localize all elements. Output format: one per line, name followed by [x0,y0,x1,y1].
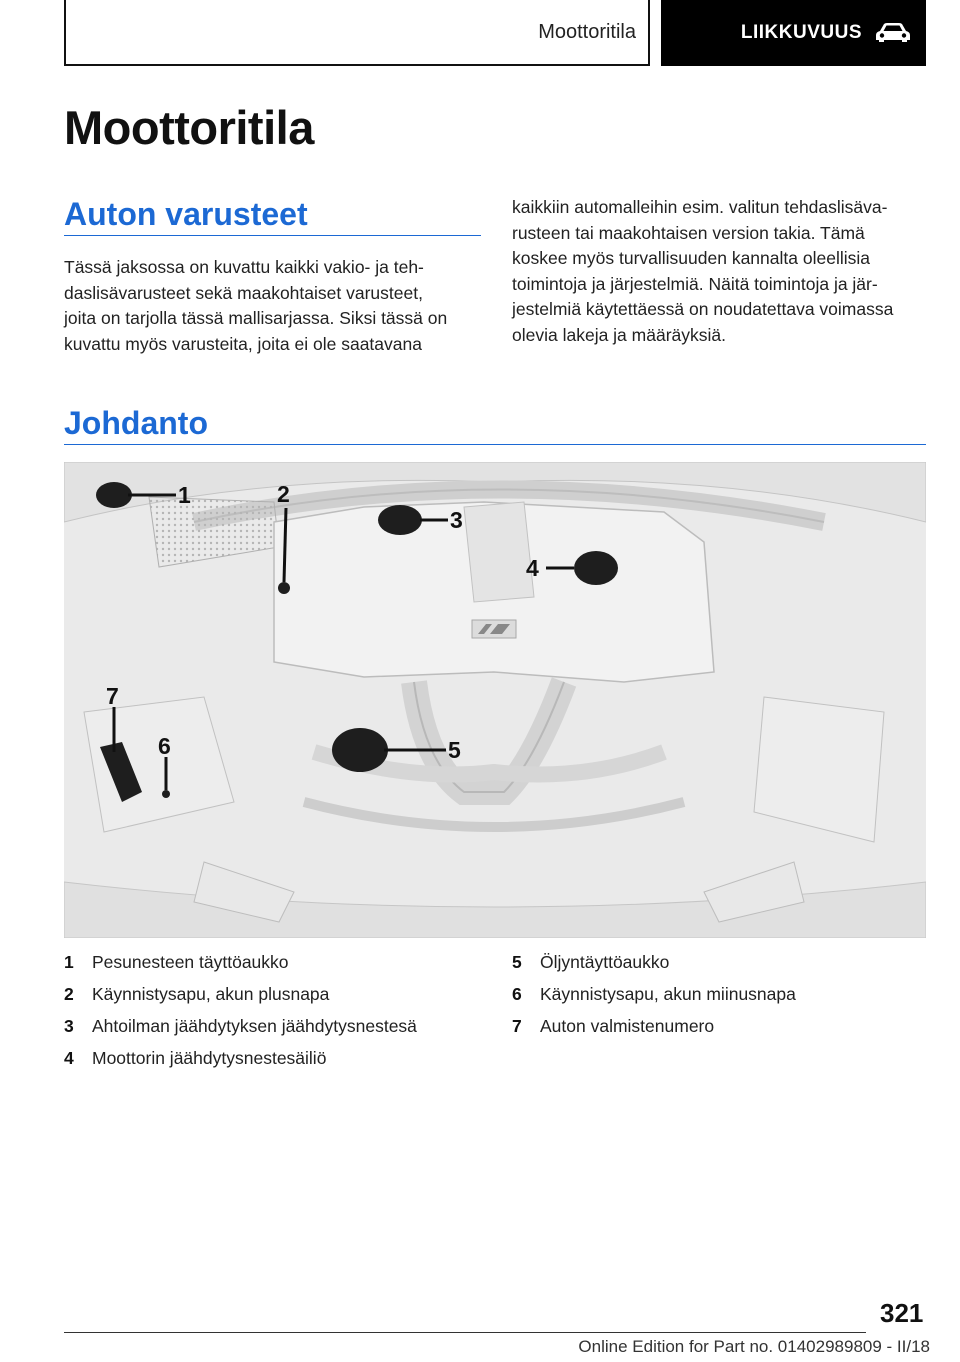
legend-item: 2 Käynnistysapu, akun plusnapa [64,984,330,1004]
car-icon [874,22,912,44]
heading-divider [64,235,481,236]
page-title: Moottoritila [64,101,314,154]
callout-label: 6 [158,733,171,759]
legend-item: 4 Moottorin jäähdytysnestesäiliö [64,1048,327,1068]
engine-bay-illustration [64,462,926,938]
section-heading-introduction: Johdanto [64,405,208,441]
callout-label: 5 [448,737,461,763]
callout-label: 2 [277,481,290,507]
legend-item: 3 Ahtoilman jäähdytyksen jäähdytysnestesä [64,1016,417,1036]
callout-label: 4 [526,555,539,581]
footer-edition-text: Online Edition for Part no. 01402989809 - II/18 [578,1337,930,1356]
paragraph-left: Tässä jaksossa on kuvattu kaikki vakio- ja teh- daslisävarusteet sekä maakohtaiset varusteet, joita on tarjolla tässä mallisarjassa. Siksi tässä on kuvattu myös varusteita, joita ei ole saatavana [64,257,448,354]
section-tab [64,0,650,66]
paragraph-right: kaikkiin automalleihin esim. valitun tehdaslisäva- rusteen tai maakohtaisen version takia. Tämä koskee myös turvallisuuden kannalta oleellisia toimintoja ja järjestelmiä. Näitä toimintoja ja jär- jestelmiä käytettäessä on noudatettava voimassa olevia lakeja ja määräyksiä. [512,197,894,345]
section-label: Moottoritila [538,20,636,43]
chapter-label: LIIKKUVUUS [740,22,862,43]
heading-divider [64,444,926,445]
legend-item: 1 Pesunesteen täyttöaukko [64,952,289,972]
page-header [64,0,926,66]
footer-divider [64,1332,866,1333]
legend-list-right [512,946,796,1042]
chapter-tab [661,0,926,66]
callout-label: 7 [106,683,119,709]
section-heading-equipment: Auton varusteet [64,196,308,232]
callout-label: 3 [450,507,463,533]
legend-item: 6 Käynnistysapu, akun miinusnapa [512,984,796,1004]
legend-item: 7 Auton valmistenumero [512,1016,715,1036]
legend-item: 5 Öljyntäyttöaukko [512,952,670,972]
page-number: 321 [880,1298,924,1328]
legend-list-left [64,946,417,1074]
callout-label: 1 [178,482,191,508]
